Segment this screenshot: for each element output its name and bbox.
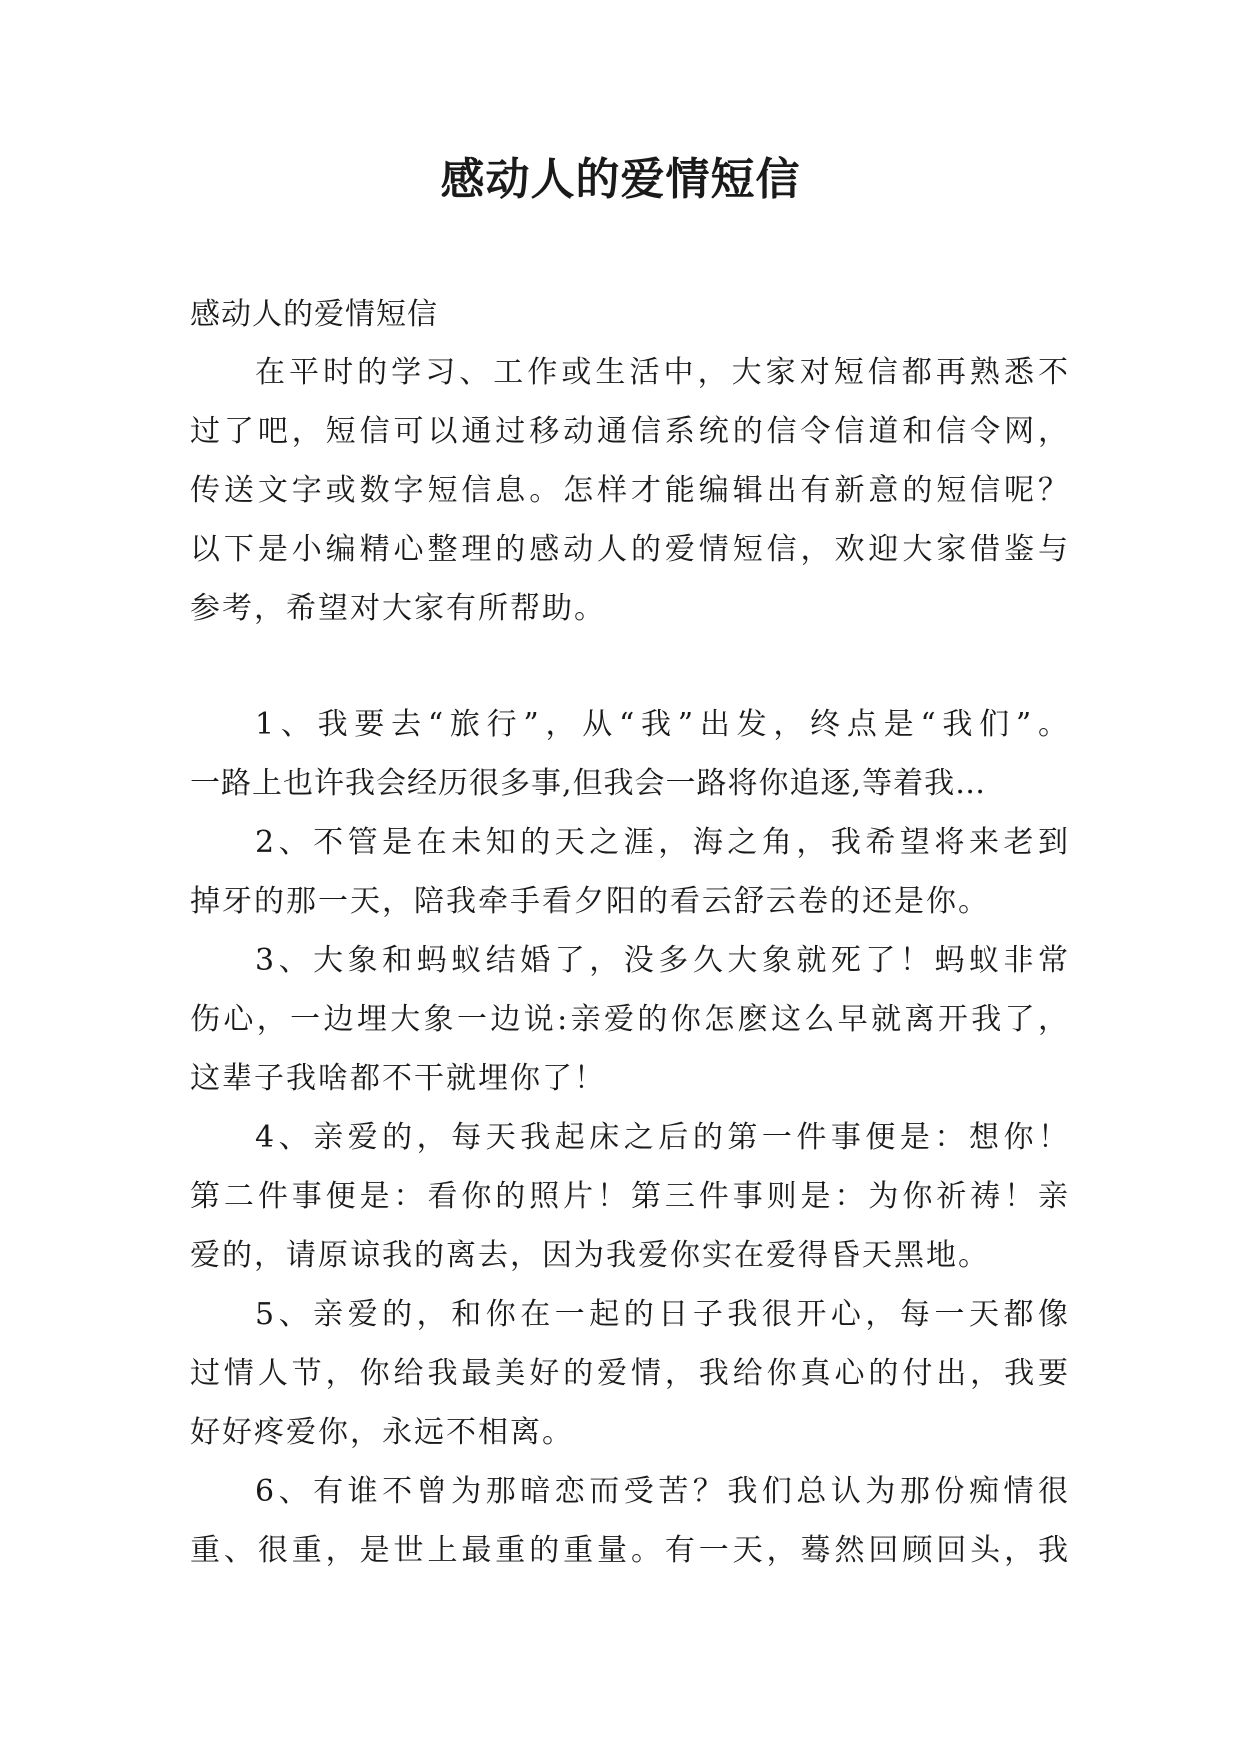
- item-3-line-3: 这辈子我啥都不干就埋你了！: [190, 1061, 606, 1096]
- item-5-line-3: 好好疼爱你，永远不相离。: [190, 1415, 574, 1450]
- item-3-line-1: 3、大象和蚂蚁结婚了，没多久大象就死了！蚂蚁非常: [255, 943, 1070, 978]
- item-1-line-1: 1、我要去“旅行”，从“我”出发，终点是“我们”。: [255, 707, 1070, 742]
- item-4-line-1: 4、亲爱的，每天我起床之后的第一件事便是：想你！: [255, 1120, 1070, 1155]
- item-5-line-2: 过情人节，你给我最美好的爱情，我给你真心的付出，我要: [190, 1356, 1070, 1391]
- item-1-line-2: 一路上也许我会经历很多事,但我会一路将你追逐,等着我…: [190, 766, 987, 801]
- intro-line-3: 传送文字或数字短信息。怎样才能编辑出有新意的短信呢？: [190, 473, 1070, 508]
- item-2-line-1: 2、不管是在未知的天之涯，海之角，我希望将来老到: [255, 825, 1070, 860]
- intro-line-2: 过了吧，短信可以通过移动通信系统的信令信道和信令网，: [190, 414, 1070, 449]
- item-4-line-2: 第二件事便是：看你的照片！第三件事则是：为你祈祷！亲: [190, 1179, 1070, 1214]
- item-4-line-3: 爱的，请原谅我的离去，因为我爱你实在爱得昏天黑地。: [190, 1238, 990, 1273]
- item-3-line-2: 伤心，一边埋大象一边说:亲爱的你怎麽这么早就离开我了，: [190, 1002, 1070, 1037]
- intro-line-5: 参考，希望对大家有所帮助。: [190, 591, 606, 626]
- intro-line-4: 以下是小编精心整理的感动人的爱情短信，欢迎大家借鉴与: [190, 532, 1070, 567]
- item-6-line-2: 重、很重，是世上最重的重量。有一天，蓦然回顾回头，我: [190, 1533, 1070, 1568]
- item-6-line-1: 6、有谁不曾为那暗恋而受苦？我们总认为那份痴情很: [255, 1474, 1070, 1509]
- item-2-line-2: 掉牙的那一天，陪我牵手看夕阳的看云舒云卷的还是你。: [190, 884, 990, 919]
- document-subtitle: 感动人的爱情短信: [190, 297, 438, 332]
- intro-line-1: 在平时的学习、工作或生活中，大家对短信都再熟悉不: [255, 355, 1070, 390]
- item-5-line-1: 5、亲爱的，和你在一起的日子我很开心，每一天都像: [255, 1297, 1070, 1332]
- document-title: 感动人的爱情短信: [440, 154, 801, 205]
